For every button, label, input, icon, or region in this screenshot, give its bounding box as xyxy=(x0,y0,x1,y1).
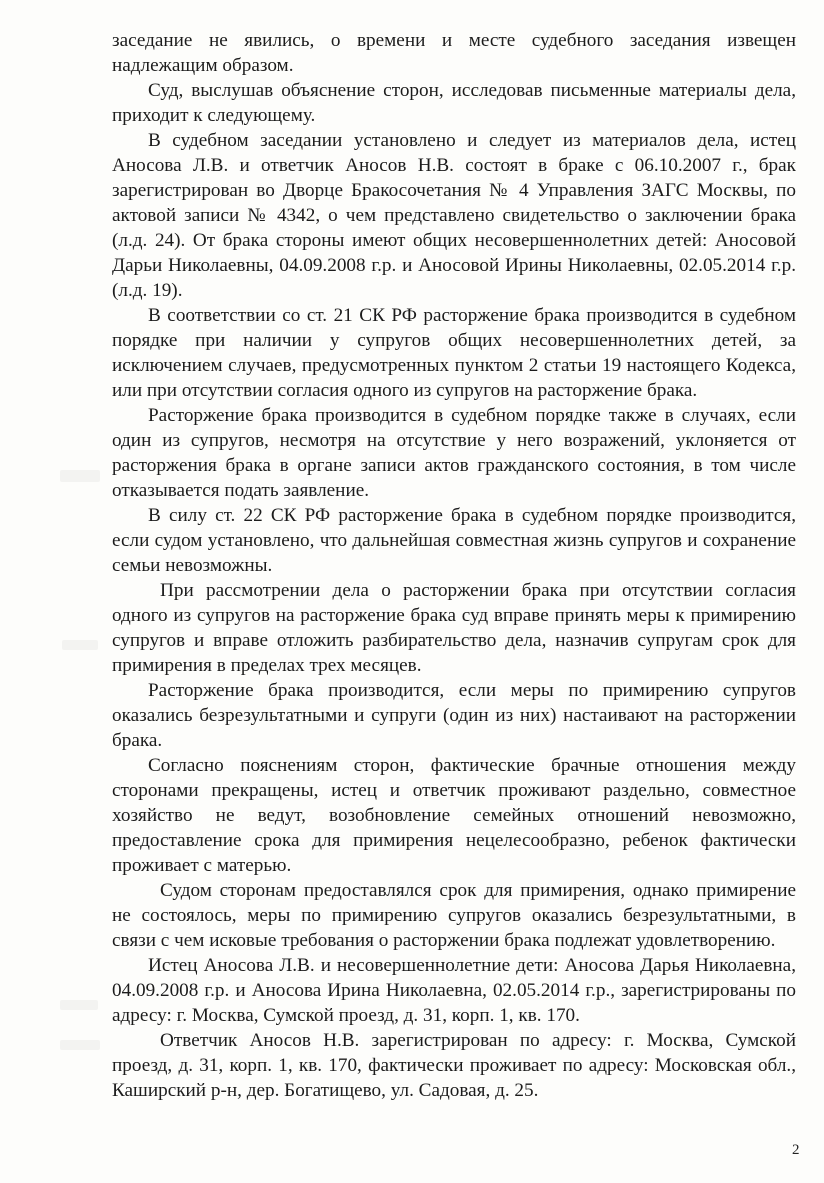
bleed-through-mark xyxy=(60,1000,98,1010)
page-number: 2 xyxy=(792,1142,800,1158)
paragraph: Истец Аносова Л.В. и несовершеннолетние дети: Аносова Дарья Николаевна, 04.09.2008 г.р. и Аносова Ирина Николаевна, 02.05.2014 г.р., зарегистрированы по адресу: г. Москва, Сумской проезд, д. 31, корп. 1, кв. 170. xyxy=(112,955,796,1026)
paragraph: При рассмотрении дела о расторжении брака при отсутствии согласия одного из супругов на расторжение брака суд вправе принять меры к примирению супругов и вправе отложить разбирательство дела, назначив супругам срок для примирения в пределах трех месяцев. xyxy=(112,580,796,676)
bleed-through-mark xyxy=(60,1040,100,1050)
paragraph: Расторжение брака производится в судебном порядке также в случаях, если один из супругов, несмотря на отсутствие у него возражений, уклоняется от расторжения брака в органе записи актов гражданского состояния, в том числе отказывается подать заявление. xyxy=(112,405,796,501)
paragraph: заседание не явились, о времени и месте судебного заседания извещен надлежащим образом. xyxy=(112,30,796,76)
paragraph: Ответчик Аносов Н.В. зарегистрирован по адресу: г. Москва, Сумской проезд, д. 31, корп. 1, кв. 170, фактически проживает по адресу: Московская обл., Каширский р-н, дер. Богатищево, ул. Садовая, д. 25. xyxy=(112,1030,796,1101)
document-body xyxy=(112,28,796,1103)
paragraph: В силу ст. 22 СК РФ расторжение брака в судебном порядке производится, если судом установлено, что дальнейшая совместная жизнь супругов и сохранение семьи невозможны. xyxy=(112,505,796,576)
bleed-through-mark xyxy=(60,470,100,482)
paragraph: В соответствии со ст. 21 СК РФ расторжение брака производится в судебном порядке при наличии у супругов общих несовершеннолетних детей, за исключением случаев, предусмотренных пунктом 2 статьи 19 настоящего Кодекса, или при отсутствии согласия одного из супругов на расторжение брака. xyxy=(112,305,796,401)
paragraph: Расторжение брака производится, если меры по примирению супругов оказались безрезультатными и супруги (один из них) настаивают на расторжении брака. xyxy=(112,680,796,751)
paragraph: Согласно пояснениям сторон, фактические брачные отношения между сторонами прекращены, истец и ответчик проживают раздельно, совместное хозяйство не ведут, возобновление семейных отношений невозможно, предоставление срока для примирения нецелесообразно, ребенок фактически проживает с матерью. xyxy=(112,755,796,876)
paragraph: Судом сторонам предоставлялся срок для примирения, однако примирение не состоялось, меры по примирению супругов оказались безрезультатными, в связи с чем исковые требования о расторжении брака подлежат удовлетворению. xyxy=(112,880,796,951)
paragraph: В судебном заседании установлено и следует из материалов дела, истец Аносова Л.В. и ответчик Аносов Н.В. состоят в браке с 06.10.2007 г., брак зарегистрирован во Дворце Бракосочетания № 4 Управления ЗАГС Москвы, по актовой записи № 4342, о чем представлено свидетельство о заключении брака (л.д. 24). От брака стороны имеют общих несовершеннолетних детей: Аносовой Дарьи Николаевны, 04.09.2008 г.р. и Аносовой Ирины Николаевны, 02.05.2014 г.р. (л.д. 19). xyxy=(112,130,796,301)
bleed-through-mark xyxy=(62,640,98,650)
paragraph: Суд, выслушав объяснение сторон, исследовав письменные материалы дела, приходит к следующему. xyxy=(112,80,796,126)
